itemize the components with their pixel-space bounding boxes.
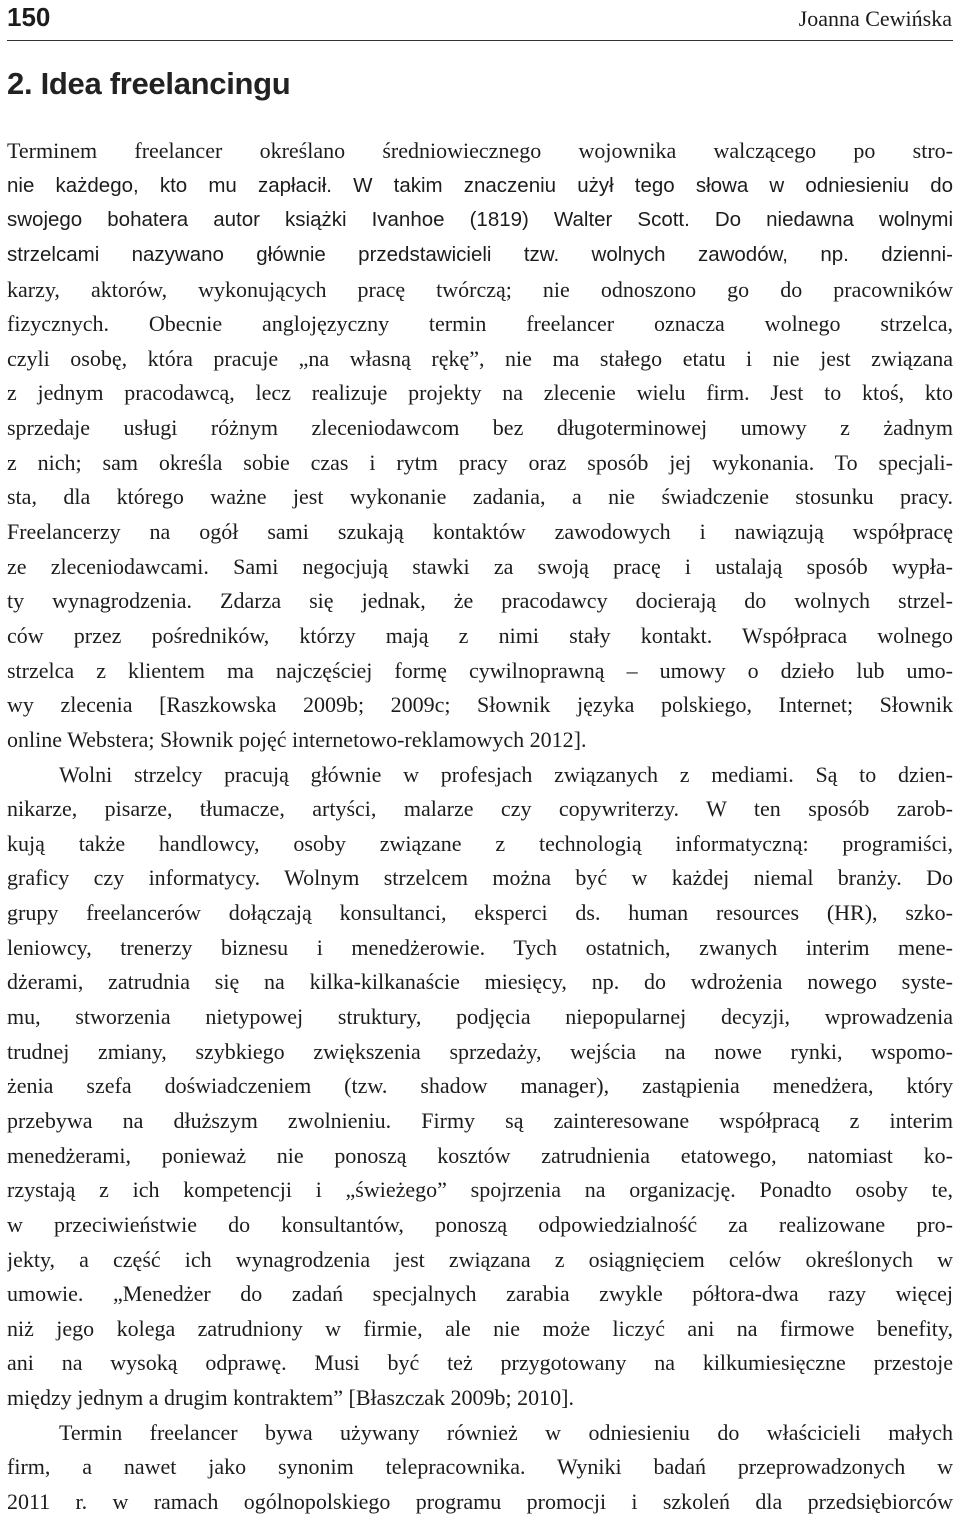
- text-line: graficy czy informatycy. Wolnym strzelcem można być w każdej niemal branży. Do: [7, 865, 953, 891]
- text-line: nie każdego, kto mu zapłacił. W takim znaczeniu użył tego słowa w odniesieniu do: [7, 173, 953, 197]
- header-rule: [7, 40, 953, 41]
- text-line: z nich; sam określa sobie czas i rytm pracy oraz sposób jej wykonania. To specjali-: [7, 449, 953, 475]
- text-line: jekty, a część ich wynagrodzenia jest związana z osiągnięciem celów określonych w: [7, 1246, 953, 1272]
- text-line: sprzedaje usługi różnym zleceniodawcom bez długoterminowej umowy z żadnym: [7, 415, 953, 441]
- text-line: firm, a nawet jako synonim telepracownika. Wyniki badań przeprowadzonych w: [7, 1454, 953, 1480]
- text-line: Terminem freelancer określano średniowiecznego wojownika walczącego po stro-: [7, 138, 953, 163]
- text-line: ty wynagrodzenia. Zdarza się jednak, że pracodawcy docierają do wolnych strzel-: [7, 588, 953, 614]
- text-line: ców przez pośredników, którzy mają z nimi stały kontakt. Współpraca wolnego: [7, 622, 953, 648]
- text-line: kują także handlowcy, osoby związane z technologią informatyczną: programiści,: [7, 830, 953, 856]
- text-line: żenia szefa doświadczeniem (tzw. shadow manager), zastąpienia menedżera, który: [7, 1073, 953, 1099]
- text-line: leniowcy, trenerzy biznesu i menedżerowie. Tych ostatnich, zwanych interim mene-: [7, 934, 953, 960]
- text-line: umowie. „Menedżer do zadań specjalnych zarabia zwykle półtora-dwa razy więcej: [7, 1281, 953, 1307]
- section-title: 2. Idea freelancingu: [7, 66, 291, 101]
- text-line: ani na wysoką odprawę. Musi być też przygotowany na kilkumiesięczne przestoje: [7, 1350, 953, 1376]
- text-line: w przeciwieństwie do konsultantów, ponoszą odpowiedzialność za realizowane pro-: [7, 1211, 953, 1237]
- text-line: strzelcami nazywano głównie przedstawicieli tzw. wolnych zawodów, np. dzienni-: [7, 242, 953, 266]
- text-line: ze zleceniodawcami. Sami negocjują stawki za swoją pracę i ustalają sposób wypła-: [7, 553, 953, 579]
- text-line: 2011 r. w ramach ogólnopolskiego programu promocji i szkoleń dla przedsiębiorców: [7, 1488, 953, 1514]
- text-line: nikarze, pisarze, tłumacze, artyści, malarze czy copywriterzy. W ten sposób zarob-: [7, 796, 953, 822]
- text-line: między jednym a drugim kontraktem” [Błaszczak 2009b; 2010].: [7, 1385, 574, 1411]
- running-header: [0, 0, 960, 42]
- text-line: z jednym pracodawcą, lecz realizuje projekty na zlecenie wielu firm. Jest to ktoś, kto: [7, 380, 953, 406]
- text-line: sta, dla którego ważne jest wykonanie zadania, a nie świadczenie stosunku pracy.: [7, 484, 953, 510]
- body-text: [7, 134, 953, 1520]
- text-line: wy zlecenia [Raszkowska 2009b; 2009c; Słownik języka polskiego, Internet; Słownik: [7, 692, 953, 718]
- text-line: online Webstera; Słownik pojęć internetowo-reklamowych 2012].: [7, 726, 587, 752]
- text-line: niż jego kolega zatrudniony w firmie, ale nie może liczyć ani na firmowe benefity,: [7, 1315, 953, 1341]
- text-line: menedżerami, ponieważ nie ponoszą kosztów zatrudnienia etatowego, natomiast ko-: [7, 1142, 953, 1168]
- text-line: Freelancerzy na ogół sami szukają kontaktów zawodowych i nawiązują współpracę: [7, 519, 953, 545]
- text-line: strzelca z klientem ma najczęściej formę cywilnoprawną – umowy o dzieło lub umo-: [7, 657, 953, 683]
- text-line: czyli osobę, która pracuje „na własną rękę”, nie ma stałego etatu i nie jest związana: [7, 345, 953, 371]
- text-line: przebywa na dłuższym zwolnieniu. Firmy są zainteresowane współpracą z interim: [7, 1107, 953, 1133]
- text-line: Wolni strzelcy pracują głównie w profesjach związanych z mediami. Są to dzien-: [59, 761, 953, 787]
- text-line: fizycznych. Obecnie anglojęzyczny termin freelancer oznacza wolnego strzelca,: [7, 311, 953, 337]
- text-line: mu, stworzenia nietypowej struktury, podjęcia niepopularnej decyzji, wprowadzenia: [7, 1004, 953, 1030]
- text-line: swojego bohatera autor książki Ivanhoe (1819) Walter Scott. Do niedawna wolnymi: [7, 208, 953, 232]
- running-author: Joanna Cewińska: [798, 6, 952, 31]
- text-line: rzystają z ich kompetencji i „świeżego” spojrzenia na organizację. Ponadto osoby te,: [7, 1177, 953, 1203]
- page-number: 150: [7, 2, 51, 32]
- text-line: karzy, aktorów, wykonujących pracę twórczą; nie odnoszono go do pracowników: [7, 276, 953, 302]
- text-line: grupy freelancerów dołączają konsultanci, eksperci ds. human resources (HR), szko-: [7, 900, 953, 926]
- text-line: dżerami, zatrudnia się na kilka-kilkanaście miesięcy, np. do wdrożenia nowego syste-: [7, 969, 953, 995]
- text-line: Termin freelancer bywa używany również w odniesieniu do właścicieli małych: [59, 1419, 953, 1445]
- text-line: trudnej zmiany, szybkiego zwiększenia sprzedaży, wejścia na nowe rynki, wspomo-: [7, 1038, 953, 1064]
